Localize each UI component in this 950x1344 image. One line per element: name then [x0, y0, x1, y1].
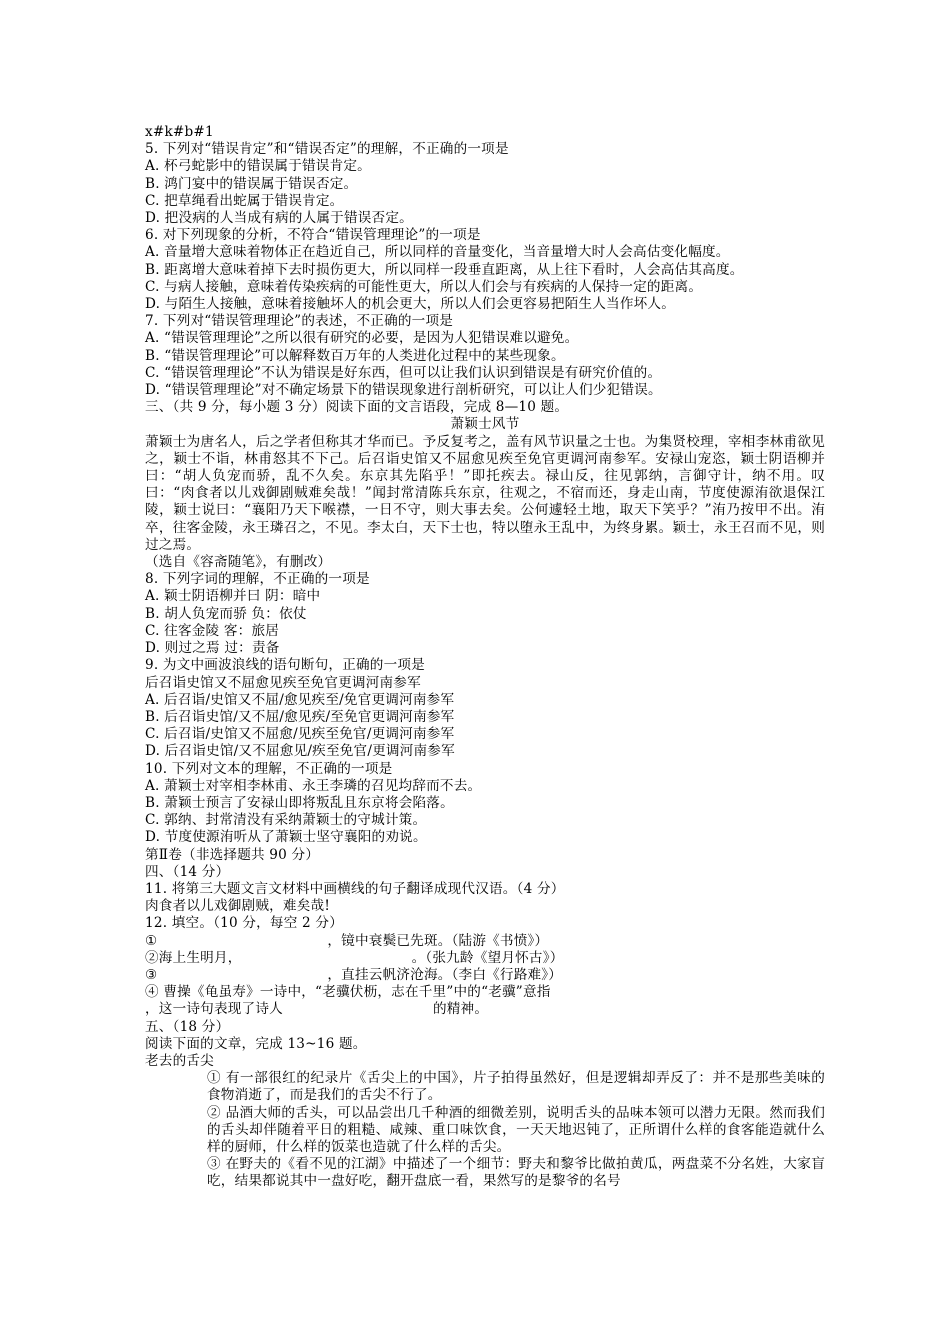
- q12-stem: 12. 填空。（10 分，每空 2 分）: [145, 915, 343, 932]
- q5-option: C. 把草绳看出蛇属于错误肯定。: [145, 192, 344, 209]
- passage-title: 萧颖士风节: [450, 416, 520, 433]
- q12-item4-line2: [145, 1001, 825, 1018]
- q5-option: A. 杯弓蛇影中的错误属于错误肯定。: [145, 158, 371, 175]
- q12-item: [145, 933, 825, 950]
- q9-option: A. 后召诣/史馆又不屈/愈见疾至/免官更调河南参军: [145, 691, 455, 708]
- q9-option: B. 后召诣史馆/又不屈/愈见疾/至免官更调河南参军: [145, 708, 455, 725]
- q10-option: D. 节度使源洧听从了萧颖士坚守襄阳的劝说。: [145, 829, 427, 846]
- q5-option: D. 把没病的人当成有病的人属于错误否定。: [145, 210, 413, 227]
- q12-item4-part-b: 的精神。: [432, 1001, 489, 1018]
- q11-sentence: 肉食者以儿戏御剧贼，难矣哉!: [145, 898, 330, 915]
- q7-option: D. “错误管理理论”对不确定场景下的错误现象进行剖析研究，可以让人们少犯错误。: [145, 382, 662, 399]
- q12-item-after: 。（张九龄《望月怀古》）: [411, 949, 564, 966]
- article-paragraph: ② 品酒大师的舌头，可以品尝出几千种酒的细微差别，说明舌头的品味本领可以潜力无限。然而我们的舌头却伴随着平日的粗糙、咸辣、重口味饮食，一天天地迟钝了，正所谓什么样的食客能造就什么样的厨师，什么样的饭菜也造就了什么样的舌尖。: [207, 1104, 825, 1155]
- q8-option: C. 往客金陵 客：旅居: [145, 622, 280, 639]
- q7-stem: 7. 下列对“错误管理理论”的表述，不正确的一项是: [145, 313, 454, 330]
- q12-item4-part-a: ，这一诗句表现了诗人: [145, 1001, 283, 1018]
- q5-stem: 5. 下列对“错误肯定”和“错误否定”的理解，不正确的一项是: [145, 141, 509, 158]
- part2-heading: 第Ⅱ卷（非选择题共 90 分）: [145, 846, 320, 863]
- q8-option: A. 颖士阴语柳并曰 阴：暗中: [145, 588, 321, 605]
- q11-stem: 11. 将第三大题文言文材料中画横线的句子翻译成现代汉语。（4 分）: [145, 880, 565, 897]
- q10-option: A. 萧颖士对宰相李林甫、永王李璘的召见均辞而不去。: [145, 777, 482, 794]
- q7-option: C. “错误管理理论”不认为错误是好东西，但可以让我们认识到错误是有研究价值的。: [145, 364, 662, 381]
- q7-option: B. “错误管理理论”可以解释数百万年的人类进化过程中的某些现象。: [145, 347, 565, 364]
- q9-option: C. 后召诣/史馆又不屈愈/见疾至免官/更调河南参军: [145, 726, 455, 743]
- q8-stem: 8. 下列字词的理解，不正确的一项是: [145, 571, 370, 588]
- passage-source: （选自《容斋随笔》，有删改）: [145, 554, 332, 571]
- q6-option: D. 与陌生人接触，意味着接触坏人的机会更大，所以人们会更容易把陌生人当作坏人。: [145, 296, 676, 313]
- q12-item: [145, 950, 825, 967]
- q12-item: [145, 967, 825, 984]
- article-title: 老去的舌尖: [145, 1052, 214, 1069]
- article-paragraph: ③ 在野夫的《看不见的江湖》中描述了一个细节：野夫和黎爷比做拍黄瓜，两盘菜不分名姓，大家盲吃，结果都说其中一盘好吃，翻开盘底一看，果然写的是黎爷的名号: [207, 1156, 825, 1190]
- q12-item-number: ①: [145, 932, 158, 949]
- q12-item-number: ②: [145, 949, 159, 966]
- q9-stem: 9. 为文中画波浪线的语句断句，正确的一项是: [145, 657, 425, 674]
- section5-heading: 五、（18 分）: [145, 1018, 230, 1035]
- q12-item-before: 海上生明月，: [158, 949, 242, 966]
- section3-heading: 三、（共 9 分，每小题 3 分）阅读下面的文言语段，完成 8—10 题。: [145, 399, 569, 416]
- q6-option: A. 音量增大意味着物体正在趋近自己，所以同样的音量变化，当音量增大时人会高估变化幅度。: [145, 244, 730, 261]
- q8-option: D. 则过之焉 过：责备: [145, 640, 280, 657]
- q10-option: B. 萧颖士预言了安禄山即将叛乱且东京将会陷落。: [145, 794, 454, 811]
- q7-option: A. “错误管理理论”之所以很有研究的必要，是因为人犯错误难以避免。: [145, 330, 579, 347]
- header-mark: x#k#b#1: [145, 124, 214, 140]
- section5-instruction: 阅读下面的文章，完成 13~16 题。: [145, 1035, 367, 1052]
- exam-page: [145, 124, 825, 1191]
- q9-sentence: 后召诣史馆又不屈愈见疾至免官更调河南参军: [145, 674, 421, 691]
- q12-item4-line1: ④ 曹操《龟虽寿》一诗中，“老骥伏枥，志在千里”中的“老骥”意指: [145, 984, 551, 1001]
- classical-passage: 萧颖士为唐名人，后之学者但称其才华而已。予反复考之，盖有风节识量之士也。为集贤校理，宰相李林甫欲见之，颖士不诣，林甫怒其不下己。后召诣史馆又不屈愈见疾至免官更调河南参军。安禄山宠恣，颖士阴语柳并曰：“胡人负宠而骄，乱不久矣。东京其先陷乎！”即托疾去。禄山反，往见郭纳，言御守计，纳不用。叹曰：“肉食者以儿戏御剧贼难矣哉！”闻封常清陈兵东京，往观之，不宿而还，身走山南，节度使源洧欲退保江陵，颖士说曰：“襄阳乃天下喉襟，一日不守，则大事去矣。公何遽轻土地，取天下笑乎？”洧乃按甲不出。洧卒，往客金陵，永王璘召之，不见。李太白，天下士也，特以堕永王乱中，为终身累。颖士，永王召而不见，则过之焉。: [145, 433, 825, 553]
- q9-option: D. 后召诣史馆/又不屈愈见/疾至免官/更调河南参军: [145, 743, 455, 760]
- q12-item-number: ③: [145, 966, 158, 983]
- section4-heading: 四、（14 分）: [145, 863, 230, 880]
- q6-option: C. 与病人接触，意味着传染疾病的可能性更大，所以人们会与有疾病的人保持一定的距离。: [145, 278, 703, 295]
- q5-option: B. 鸿门宴中的错误属于错误否定。: [145, 175, 358, 192]
- q12-item-after: ，直挂云帆济沧海。（李白《行路难》）: [327, 966, 563, 983]
- q6-stem: 6. 对下列现象的分析，不符合“错误管理理论”的一项是: [145, 227, 481, 244]
- q10-stem: 10. 下列对文本的理解，不正确的一项是: [145, 760, 393, 777]
- q12-item-after: ，镜中衰鬓已先斑。（陆游《书愤》）: [327, 932, 549, 949]
- q8-option: B. 胡人负宠而骄 负：依仗: [145, 605, 307, 622]
- q6-option: B. 距离增大意味着掉下去时损伤更大，所以同样一段垂直距离，从上往下看时，人会高估其高度。: [145, 261, 744, 278]
- q10-option: C. 郭纳、封常清没有采纳萧颖士的守城计策。: [145, 812, 427, 829]
- article-paragraph: ① 有一部很红的纪录片《舌尖上的中国》，片子拍得虽然好，但是逻辑却弄反了：并不是那些美味的食物消逝了，而是我们的舌尖不行了。: [207, 1070, 825, 1104]
